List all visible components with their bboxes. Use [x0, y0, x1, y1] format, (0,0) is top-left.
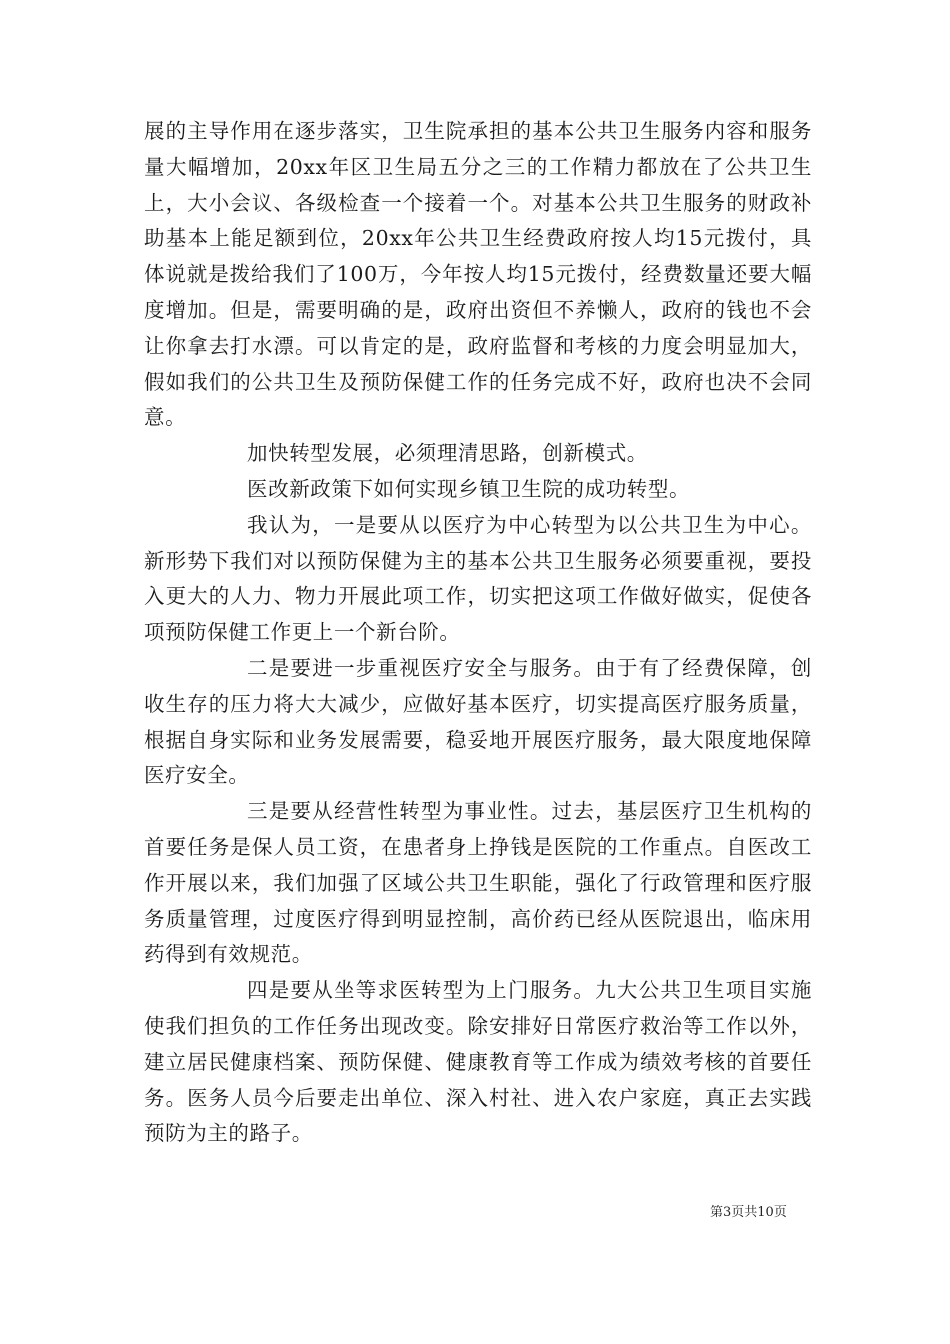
paragraph-point-four: 四是要从坐等求医转型为上门服务。九大公共卫生项目实施使我们担负的工作任务出现改变。除安排好日常医疗救治等工作以外，建立居民健康档案、预防保健、健康教育等工作成为绩效考核的首要任务。医务人员今后要走出单位、深入村社、进入农户家庭，真正去实践预防为主的路子。: [144, 978, 812, 1146]
paragraph-point-one: 我认为，一是要从以医疗为中心转型为以公共卫生为中心。新形势下我们对以预防保健为主的基本公共卫生服务必须要重视，要投入更大的人力、物力开展此项工作，切实把这项工作做好做实，促使各项预防保健工作更上一个新台阶。: [144, 512, 812, 645]
page-number: 第3页共10页: [710, 1205, 787, 1220]
paragraph-point-three: 三是要从经营性转型为事业性。过去，基层医疗卫生机构的首要任务是保人员工资，在患者身上挣钱是医院的工作重点。自医改工作开展以来，我们加强了区域公共卫生职能，强化了行政管理和医疗服务质量管理，过度医疗得到明显控制，高价药已经从医院退出，临床用药得到有效规范。: [144, 799, 812, 967]
paragraph-point-two: 二是要进一步重视医疗安全与服务。由于有了经费保障，创收生存的压力将大大减少，应做好基本医疗，切实提高医疗服务质量，根据自身实际和业务发展需要，稳妥地开展医疗服务，最大限度地保障医疗安全。: [144, 655, 812, 788]
document-body: [144, 114, 812, 1152]
paragraph-intro: 展的主导作用在逐步落实，卫生院承担的基本公共卫生服务内容和服务量大幅增加，20xx年区卫生局五分之三的工作精力都放在了公共卫生上，大小会议、各级检查一个接着一个。对基本公共卫生服务的财政补助基本上能足额到位，20xx年公共卫生经费政府按人均15元拨付，具体说就是拨给我们了100万，今年按人均15元拨付，经费数量还要大幅度增加。但是，需要明确的是，政府出资但不养懒人，政府的钱也不会让你拿去打水漂。可以肯定的是，政府监督和考核的力度会明显加大，假如我们的公共卫生及预防保健工作的任务完成不好，政府也决不会同意。: [144, 119, 812, 430]
paragraph-heading-transform: 加快转型发展，必须理清思路，创新模式。: [247, 441, 648, 466]
paragraph-heading-question: 医改新政策下如何实现乡镇卫生院的成功转型。: [247, 476, 691, 501]
